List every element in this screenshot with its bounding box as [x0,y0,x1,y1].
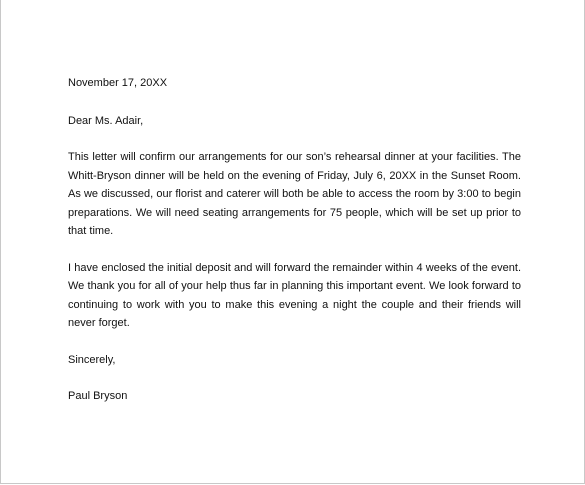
letter-signature: Paul Bryson [68,390,128,402]
letter-body [68,74,521,406]
letter-paragraph-2: I have enclosed the initial deposit and will forward the remainder within 4 weeks of the event. We thank you for all of your help thus far in planning this important event. We look forward to continuing to work with you to make this evening a night the couple and their friends will never forget. [68,261,521,329]
letter-date: November 17, 20XX [68,77,168,89]
letter-salutation: Dear Ms. Adair, [68,114,144,127]
letter-closing: Sincerely, [68,353,116,366]
letter-paragraph-1: This letter will confirm our arrangements for our son’s rehearsal dinner at your facilities. The Whitt-Bryson dinner will be held on the evening of Friday, July 6, 20XX in the Sunset Room. As we discussed, our florist and caterer will both be able to access the room by 3:00 to begin preparations. We will need seating arrangements for 75 people, which will be set up prior to that time. [68,151,521,237]
